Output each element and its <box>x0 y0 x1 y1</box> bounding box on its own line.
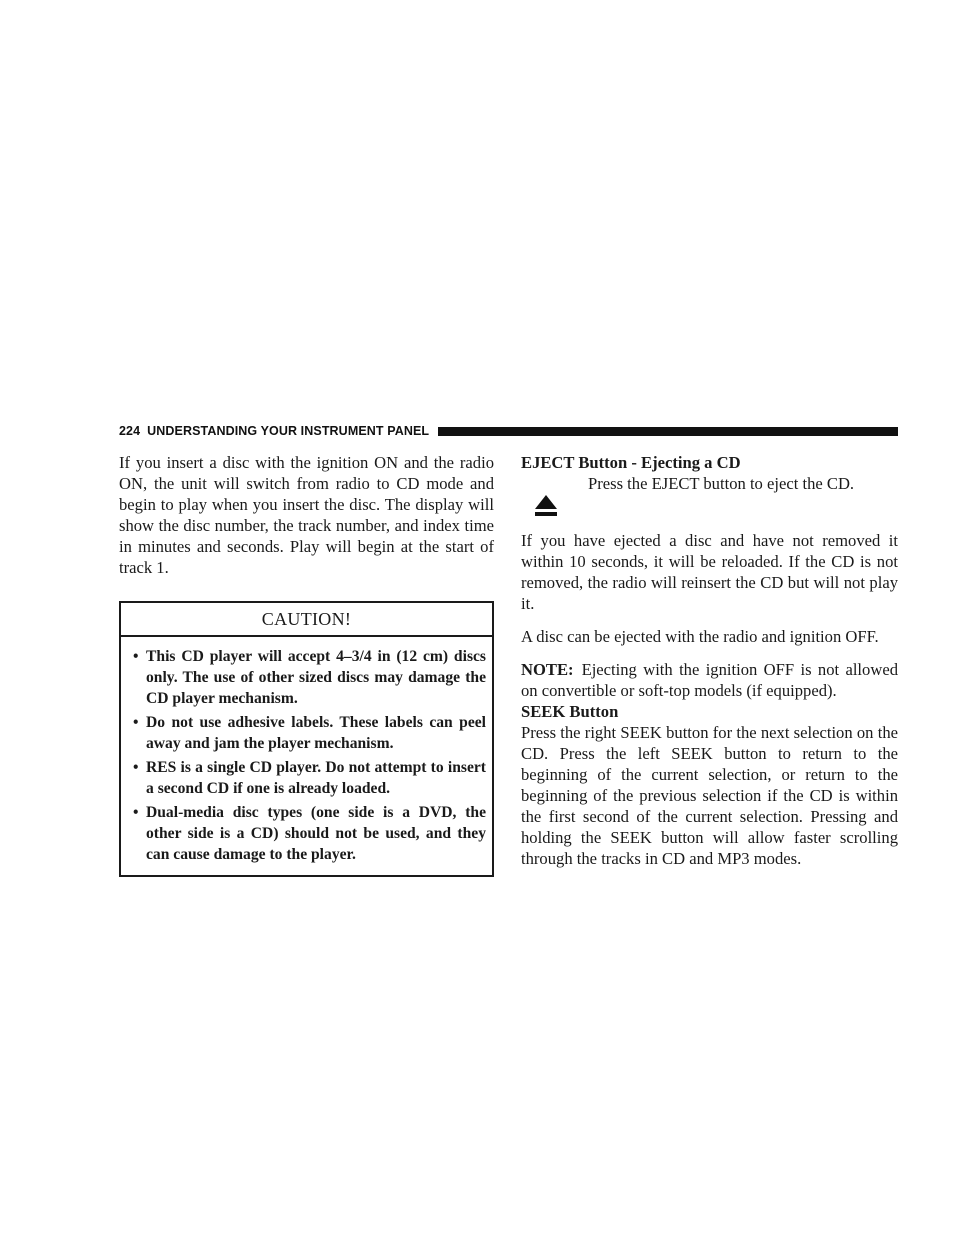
seek-paragraph: Press the right SEEK button for the next selection on the CD. Press the left SEEK button to return to the beginning of the current selection, or return to the beginning of the previous selection if the CD is within the first second of the current selection. Pressing and holding the SEEK button will allow faster scrolling through the tracks in CD and MP3 modes. <box>521 723 898 868</box>
note-text: Ejecting with the ignition OFF is not allowed on convertible or soft-top models (if equipped). <box>521 660 898 700</box>
caution-item <box>133 712 486 754</box>
caution-list <box>121 637 492 865</box>
eject-instruction: Press the EJECT button to eject the CD. <box>588 474 855 493</box>
caution-item-text: This CD player will accept 4–3/4 in (12 cm) discs only. The use of other sized discs may damage the CD player mechanism. <box>146 648 486 707</box>
section-title: UNDERSTANDING YOUR INSTRUMENT PANEL <box>147 424 430 438</box>
page-number: 224 <box>119 424 141 438</box>
bullet-icon: • <box>133 804 139 821</box>
header-rule <box>438 427 898 436</box>
right-column <box>521 452 898 869</box>
eject-off-paragraph: A disc can be ejected with the radio and ignition OFF. <box>521 627 879 646</box>
caution-item <box>133 646 486 709</box>
caution-item-text: RES is a single CD player. Do not attempt to insert a second CD if one is already loaded. <box>146 759 486 797</box>
bullet-icon: • <box>133 759 139 776</box>
eject-icon <box>534 493 558 517</box>
caution-item <box>133 802 486 865</box>
eject-heading: EJECT Button - Ejecting a CD <box>521 453 741 472</box>
reload-paragraph: If you have ejected a disc and have not removed it within 10 seconds, it will be reloaded. If the CD is not removed, the radio will reinsert the CD but will not play it. <box>521 531 898 613</box>
caution-box <box>119 601 494 877</box>
caution-item-text: Dual-media disc types (one side is a DVD, the other side is a CD) should not be used, and they can cause damage to the player. <box>146 804 486 863</box>
page-header <box>119 421 898 441</box>
bullet-icon: • <box>133 714 139 731</box>
intro-paragraph: If you insert a disc with the ignition ON and the radio ON, the unit will switch from radio to CD mode and begin to play when you insert the disc. The display will show the disc number, the track number, and index time in minutes and seconds. Play will begin at the start of track 1. <box>119 453 494 577</box>
eject-instruction-row <box>521 473 898 517</box>
caution-item <box>133 757 486 799</box>
left-column <box>119 452 494 877</box>
seek-heading: SEEK Button <box>521 702 619 721</box>
note-label: NOTE: <box>521 660 574 679</box>
caution-item-text: Do not use adhesive labels. These labels can peel away and jam the player mechanism. <box>146 714 486 752</box>
bullet-icon: • <box>133 648 139 665</box>
note-paragraph <box>521 659 898 701</box>
caution-title: CAUTION! <box>121 603 492 637</box>
